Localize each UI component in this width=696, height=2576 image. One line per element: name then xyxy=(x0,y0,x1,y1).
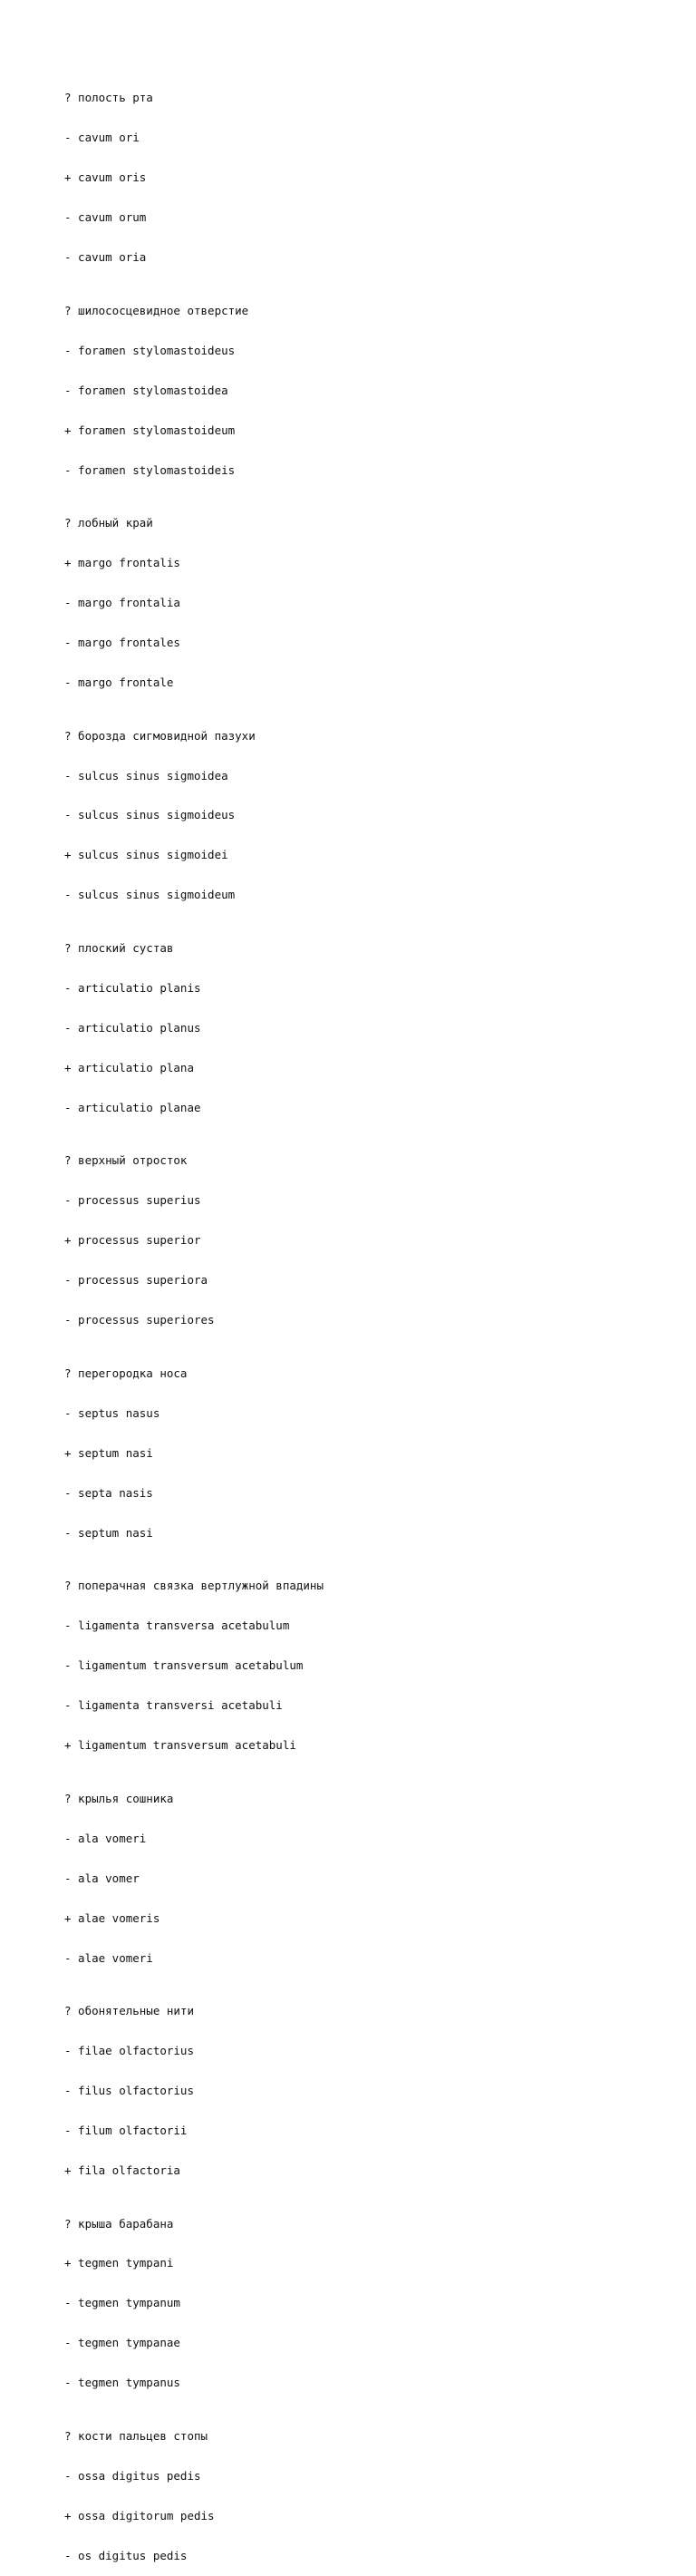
answer-option: - processus superius xyxy=(64,1193,201,1208)
answer-option-correct: + foramen stylomastoideum xyxy=(64,423,236,437)
answer-option: - margo frontales xyxy=(64,636,180,650)
answer-option: - ligamentum transversum acetabulum xyxy=(64,1658,304,1673)
question-line: ? крылья сошника xyxy=(64,1791,174,1805)
answer-option-correct: + tegmen tympani xyxy=(64,2256,174,2270)
question-line: ? верхный отросток xyxy=(64,1153,188,1168)
answer-option: - foramen stylomastoideus xyxy=(64,343,236,357)
answer-option: - sulcus sinus sigmoidea xyxy=(64,768,228,783)
answer-option: - filum olfactorii xyxy=(64,2123,188,2137)
answer-option-correct: + sulcus sinus sigmoidei xyxy=(64,848,228,862)
answer-option: - sulcus sinus sigmoideus xyxy=(64,808,236,822)
answer-option: - cavum oria xyxy=(64,250,147,265)
question-line: ? обонятельные нити xyxy=(64,2004,194,2018)
answer-option-correct: + alae vomeris xyxy=(64,1910,160,1925)
answer-option: - ossa digitus pedis xyxy=(64,2468,201,2483)
question-line: ? крыша барабана xyxy=(64,2216,174,2231)
answer-option: - ligamenta transversi acetabuli xyxy=(64,1698,283,1713)
answer-option: - tegmen tympanus xyxy=(64,2376,180,2390)
answer-option: - articulatio planis xyxy=(64,980,201,995)
answer-option: - tegmen tympanae xyxy=(64,2336,180,2350)
question-line: ? лобный край xyxy=(64,516,153,530)
answer-option-correct: + fila olfactoria xyxy=(64,2163,180,2177)
question-line: ? плоский сустав xyxy=(64,941,174,955)
answer-option: - processus superiores xyxy=(64,1313,215,1327)
answer-option: - cavum ori xyxy=(64,131,140,145)
question-line: ? полость рта xyxy=(64,91,153,105)
answer-option: - septus nasus xyxy=(64,1405,160,1420)
answer-option: - septa nasis xyxy=(64,1485,153,1500)
answer-option: - cavum orum xyxy=(64,210,147,225)
answer-option: - foramen stylomastoideis xyxy=(64,462,236,477)
answer-option-correct: + septum nasi xyxy=(64,1445,153,1460)
answer-option: - septum nasi xyxy=(64,1525,153,1540)
answer-option: - foramen stylomastoidea xyxy=(64,383,228,397)
answer-option-correct: + processus superior xyxy=(64,1233,201,1248)
answer-option: - filus olfactorius xyxy=(64,2084,194,2098)
answer-option: - ligamenta transversa acetabulum xyxy=(64,1619,290,1633)
answer-option: - processus superiora xyxy=(64,1273,208,1288)
quiz-document xyxy=(64,65,681,2576)
question-line: ? перегородка носа xyxy=(64,1366,188,1380)
question-line: ? борозда сигмовидной пазухи xyxy=(64,728,256,743)
answer-option: - filae olfactorius xyxy=(64,2044,194,2058)
answer-option-correct: + articulatio plana xyxy=(64,1060,194,1074)
question-line: ? кости пальцев стопы xyxy=(64,2428,208,2443)
answer-option-correct: + cavum oris xyxy=(64,170,147,185)
answer-option-correct: + ossa digitorum pedis xyxy=(64,2508,215,2523)
answer-option: - ala vomer xyxy=(64,1871,140,1885)
answer-option: - articulatio planus xyxy=(64,1020,201,1035)
answer-option-correct: + ligamentum transversum acetabuli xyxy=(64,1738,296,1753)
answer-option: - ala vomeri xyxy=(64,1831,147,1845)
answer-option: - margo frontale xyxy=(64,675,174,689)
answer-option: - os digitus pedis xyxy=(64,2548,188,2562)
answer-option: - articulatio planae xyxy=(64,1100,201,1114)
question-line: ? шилососцевидное отверстие xyxy=(64,303,249,317)
answer-option: - alae vomeri xyxy=(64,1950,153,1965)
question-line: ? поперачная связка вертлужной впадины xyxy=(64,1579,324,1593)
answer-option: - margo frontalia xyxy=(64,596,180,610)
answer-option-correct: + margo frontalis xyxy=(64,556,180,570)
answer-option: - tegmen tympanum xyxy=(64,2296,180,2310)
answer-option: - sulcus sinus sigmoideum xyxy=(64,888,236,902)
